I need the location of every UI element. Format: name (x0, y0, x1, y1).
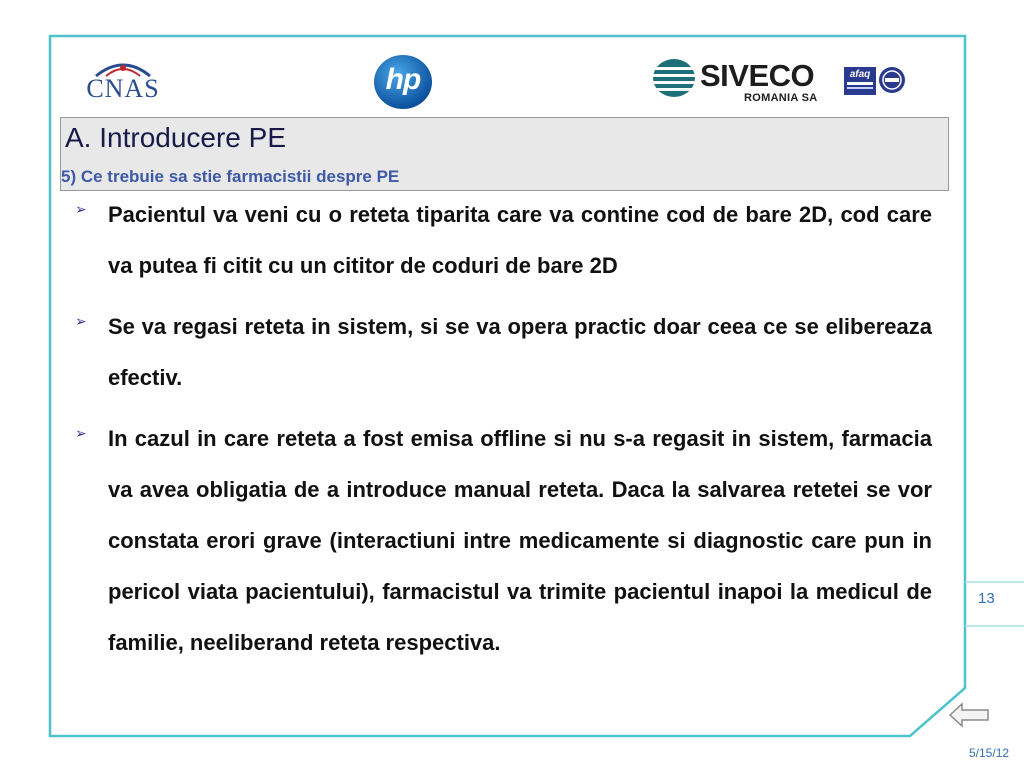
cnas-logo (78, 56, 168, 106)
iqnet-badge (878, 66, 906, 94)
bullet-item (70, 189, 932, 291)
bullet-arrow-icon: ➢ (75, 201, 87, 217)
afaq-badge (844, 67, 876, 95)
siveco-subtitle: ROMANIA SA (744, 92, 818, 104)
siveco-logo-text: SIVECO (700, 58, 815, 93)
bullet-item (70, 413, 932, 668)
page-number: 13 (978, 590, 995, 607)
bullet-arrow-icon: ➢ (75, 313, 87, 329)
bullet-text: In cazul in care reteta a fost emisa offline si nu s-a regasit in sistem, farmacia va avea obligatia de a introduce manual reteta. Daca la salvarea retetei se vor constata erori grave (interactiuni intre medicamente si diagnostic care pun in pericol viata pacientului), farmacistul va trimite pacientul inapoi la medicul de familie, neeliberand reteta respectiva. (108, 426, 932, 655)
hp-logo-text: hp (385, 63, 421, 96)
bullet-arrow-icon: ➢ (75, 425, 87, 441)
hp-logo (373, 54, 433, 110)
bullet-text: Pacientul va veni cu o reteta tiparita care va contine cod de bare 2D, cod care va putea fi citit cu un cititor de coduri de bare 2D (108, 202, 932, 278)
siveco-logo (652, 58, 832, 106)
back-arrow-button[interactable] (948, 700, 992, 730)
title-box (60, 117, 949, 191)
back-arrow-icon (948, 700, 992, 730)
slide-title: A. Introducere PE (65, 122, 287, 153)
bullet-item (70, 301, 932, 403)
slide-date: 5/15/12 (969, 746, 1010, 760)
bullet-text: Se va regasi reteta in sistem, si se va opera practic doar ceea ce se elibereaza efectiv. (108, 314, 932, 390)
afaq-badge-text: afaq (849, 69, 871, 80)
bullet-list (70, 189, 932, 678)
slide-subtitle: 5) Ce trebuie sa stie farmacistii despre PE (61, 167, 400, 186)
cnas-logo-text: CNAS (86, 74, 160, 103)
